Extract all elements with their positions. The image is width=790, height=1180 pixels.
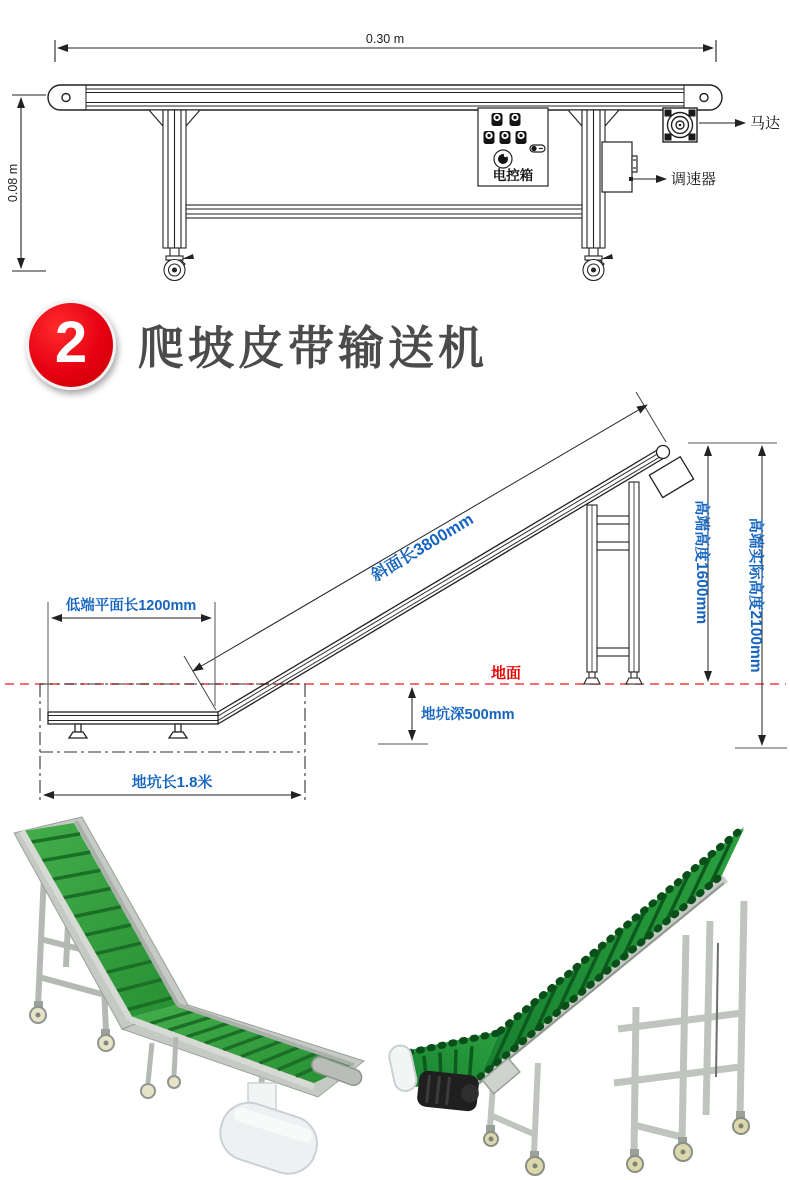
incline-conveyor-diagram [0,390,790,810]
stand-foot [626,672,642,684]
speed-controller-label: 调速器 [671,171,717,188]
ground-label: 地面 [490,665,522,682]
stand-foot [584,672,600,684]
speed-controller-box [602,142,637,192]
section-number-badge [26,300,116,390]
motor-flange [663,108,697,142]
cross-beam [186,205,582,218]
low-flat-dimension [48,602,215,712]
product-photos [0,815,790,1180]
indicator-switch [530,145,545,152]
head-pulley [700,94,708,102]
control-box-label: 电控箱 [492,168,534,183]
side-walls [398,827,744,1077]
tail-pulley [62,94,70,102]
low-flat-label: 低端平面长1200mm [65,598,197,614]
pit-depth-label: 地坑深500mm [421,707,515,723]
knob [494,150,512,168]
conveyor-leg [149,110,200,281]
high-actual-height-label: 高端实际高度2100mm [747,517,764,673]
flat-conveyor-drawing [0,0,790,300]
support-foot [169,724,187,738]
caster-wheel [164,260,185,281]
drum-motor [213,1096,324,1180]
caster-wheels [484,1111,749,1175]
drive-motor [416,1070,480,1112]
high-height-label: 高端高度1600mm [693,499,710,625]
conveyor-body [48,85,722,110]
section-number: 2 [54,310,88,375]
low-conveyor-section [48,712,218,738]
photo-incline-conveyor-left [0,815,388,1180]
section-title: 爬坡皮带输送机 [138,322,488,374]
support-foot [69,724,87,738]
motor-label: 马达 [750,115,781,132]
pit-length-label: 地坑长1.8米 [131,774,213,791]
slope-length-label: 斜面长3800mm [368,510,477,586]
incline-belt [218,446,694,725]
length-dimension-label: 0.30 m [365,32,405,46]
photo-incline-conveyor-right [388,815,790,1180]
conveyor-leg [568,110,619,281]
section-header [0,300,790,390]
height-dimension-label: 0.08 m [6,163,20,203]
caster-wheel [30,1001,114,1051]
high-end-stand [584,482,642,684]
